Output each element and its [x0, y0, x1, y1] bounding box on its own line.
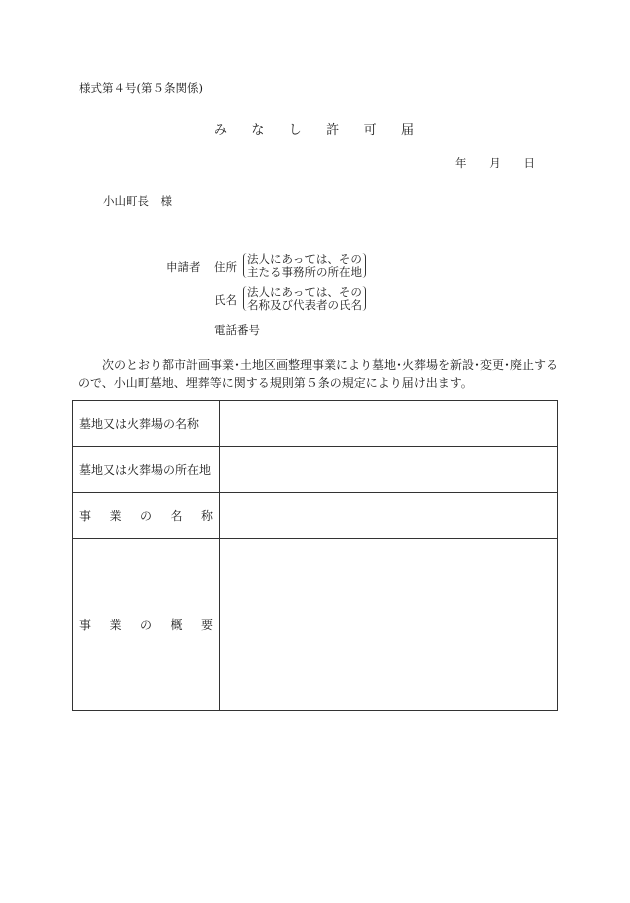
body-line-1: 次のとおり都市計画事業･土地区画整理事業により墓地･火葬場を新設･変更･廃止する — [102, 358, 559, 372]
date-month: 月 — [489, 156, 501, 170]
date-line — [455, 155, 535, 171]
label-char: 業 — [109, 509, 122, 523]
address-note — [243, 253, 366, 278]
label-char: 事 — [79, 509, 92, 523]
project-summary-field[interactable] — [220, 539, 558, 711]
row-label-project-name — [73, 493, 220, 539]
document-title — [214, 119, 414, 138]
form-number: 様式第４号(第５条関係) — [79, 81, 203, 95]
phone-label: 電話番号 — [214, 323, 260, 337]
row-label-cemetery-name — [73, 401, 220, 447]
address-note-line: 主たる事務所の所在地 — [247, 264, 362, 279]
name-note-line: 法人にあっては、その — [247, 285, 362, 299]
date-year: 年 — [455, 156, 467, 170]
table-row — [73, 401, 558, 447]
name-note — [243, 286, 366, 311]
label-char: 業 — [109, 618, 122, 632]
table-row — [73, 447, 558, 493]
table-row — [73, 539, 558, 711]
info-table — [72, 400, 558, 711]
label-char: の — [139, 509, 152, 523]
applicant-label: 申請者 — [166, 260, 201, 274]
label-char: の — [139, 618, 152, 632]
row-label-text: 墓地又は火葬場の所在地 — [79, 463, 212, 477]
cemetery-name-field[interactable] — [220, 401, 558, 447]
title-char: 許 — [326, 123, 340, 138]
label-char: 概 — [170, 618, 183, 632]
title-char: 届 — [400, 123, 414, 138]
date-day: 日 — [523, 156, 535, 170]
label-char: 名 — [170, 509, 183, 523]
label-char: 要 — [200, 618, 213, 632]
project-name-field[interactable] — [220, 493, 558, 539]
body-line-2: ので、小山町墓地、埋葬等に関する規則第５条の規定により届け出ます。 — [78, 376, 473, 390]
title-char: し — [288, 123, 302, 138]
title-char: 可 — [363, 123, 377, 138]
row-label-cemetery-location — [73, 447, 220, 493]
name-note-line: 名称及び代表者の氏名 — [247, 297, 362, 312]
title-char: み — [214, 123, 228, 138]
row-label-text: 墓地又は火葬場の名称 — [79, 417, 200, 431]
body-text — [78, 356, 558, 392]
cemetery-location-field[interactable] — [220, 447, 558, 493]
name-label: 氏名 — [214, 293, 237, 307]
address-note-line: 法人にあっては、その — [247, 252, 362, 266]
label-char: 事 — [79, 618, 92, 632]
address-label: 住所 — [214, 260, 237, 274]
table-row — [73, 493, 558, 539]
title-char: な — [251, 123, 265, 138]
recipient: 小山町長 様 — [103, 194, 172, 208]
label-char: 称 — [200, 509, 213, 523]
row-label-project-summary — [73, 539, 220, 711]
